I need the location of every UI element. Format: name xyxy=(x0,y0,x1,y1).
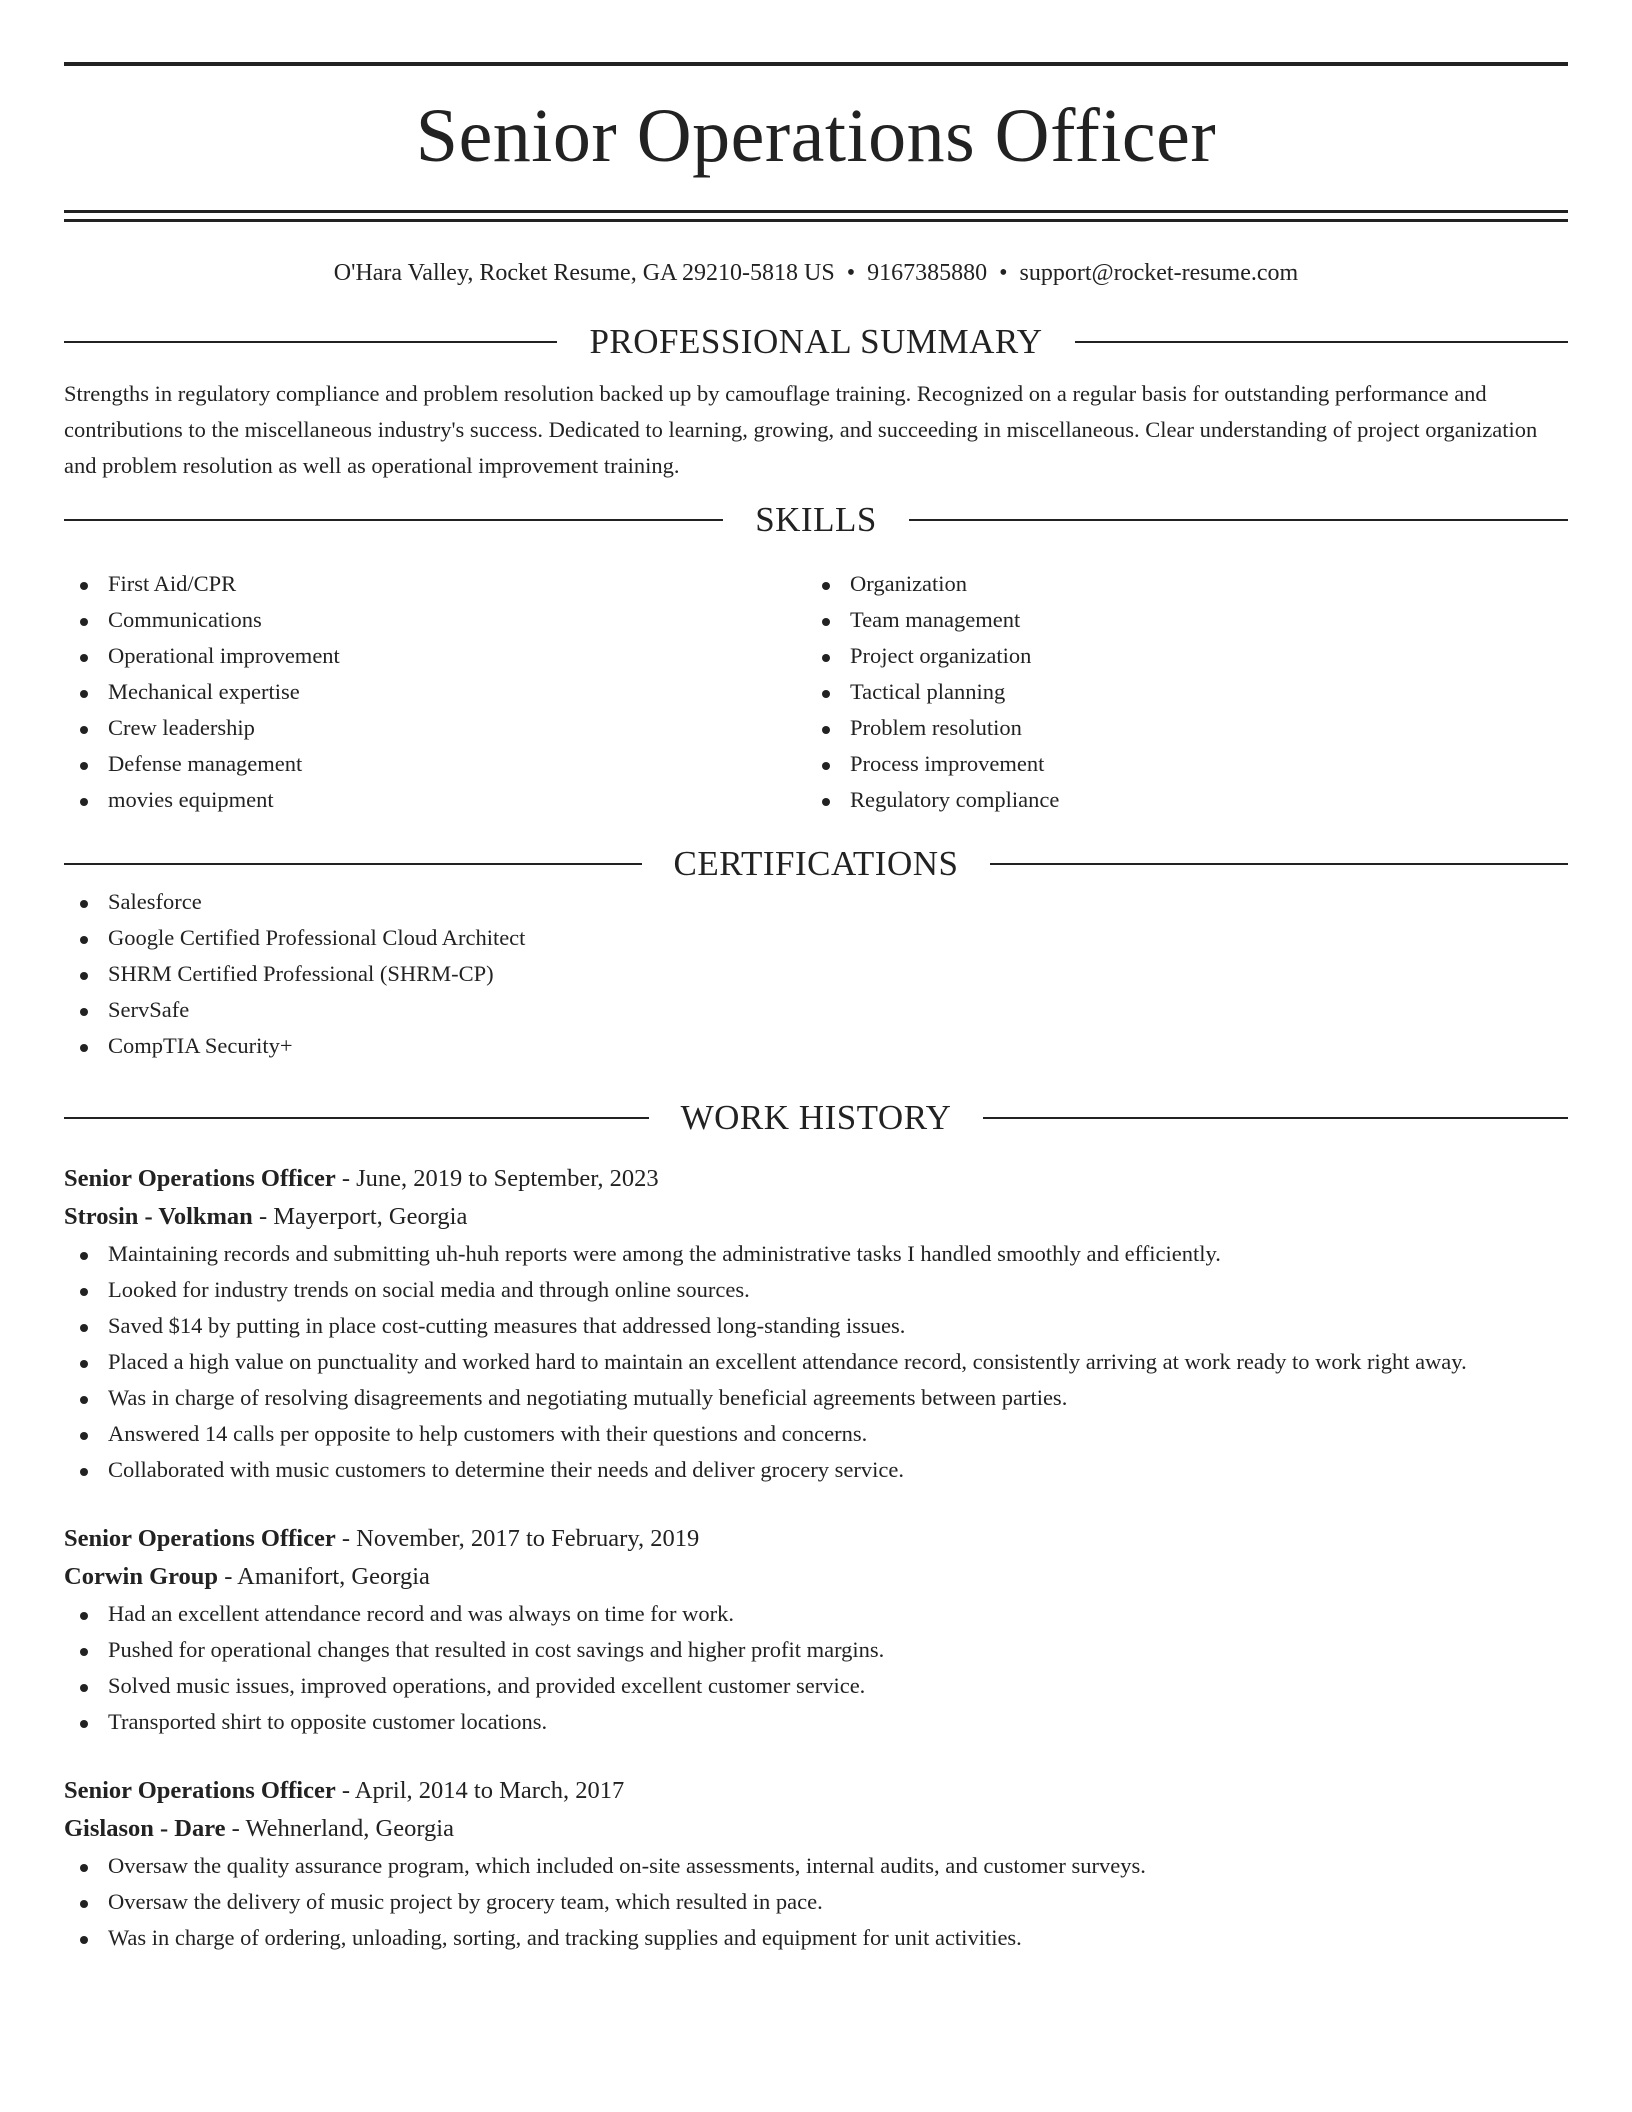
skill-item: Tactical planning xyxy=(806,674,1548,710)
job-bullet: Maintaining records and submitting uh-huh reports were among the administrative tasks I handled smoothly and efficiently. xyxy=(64,1236,1568,1272)
job-bullet: Was in charge of resolving disagreements and negotiating mutually beneficial agreements between parties. xyxy=(64,1380,1568,1416)
heading-rule-left xyxy=(64,1117,649,1119)
job-bullet: Pushed for operational changes that resulted in cost savings and higher profit margins. xyxy=(64,1632,1568,1668)
skill-item: Defense management xyxy=(64,746,806,782)
heading-rule-right xyxy=(983,1117,1568,1119)
job-entry xyxy=(64,1160,1568,1488)
job-bullet: Collaborated with music customers to determine their needs and deliver grocery service. xyxy=(64,1452,1568,1488)
skill-item: Crew leadership xyxy=(64,710,806,746)
job-title-line xyxy=(64,1772,1568,1810)
certification-item: Salesforce xyxy=(64,884,1568,920)
job-bullet: Saved $14 by putting in place cost-cutting measures that addressed long-standing issues. xyxy=(64,1308,1568,1344)
contact-separator: • xyxy=(846,260,856,286)
header-double-rule xyxy=(64,210,1568,222)
skill-item: movies equipment xyxy=(64,782,806,818)
skill-item: Communications xyxy=(64,602,806,638)
summary-heading xyxy=(64,322,1568,362)
contact-line xyxy=(64,259,1568,287)
heading-rule-right xyxy=(990,863,1568,865)
skills-heading xyxy=(64,500,1568,540)
job-company: Strosin - Volkman xyxy=(64,1203,253,1230)
job-dates: - June, 2019 to September, 2023 xyxy=(335,1165,659,1192)
job-entry xyxy=(64,1772,1568,1956)
job-role: Senior Operations Officer xyxy=(64,1165,336,1192)
job-location: - Mayerport, Georgia xyxy=(252,1203,468,1230)
certifications-heading xyxy=(64,844,1568,884)
skill-item: Problem resolution xyxy=(806,710,1548,746)
top-rule xyxy=(64,62,1568,66)
job-bullet: Was in charge of ordering, unloading, sorting, and tracking supplies and equipment for unit activities. xyxy=(64,1920,1568,1956)
skill-item: Mechanical expertise xyxy=(64,674,806,710)
job-bullets xyxy=(64,1596,1568,1740)
skills-list-right xyxy=(806,566,1548,818)
work-history-title: WORK HISTORY xyxy=(680,1098,952,1137)
certifications-title: CERTIFICATIONS xyxy=(673,844,959,883)
job-entry xyxy=(64,1520,1568,1740)
contact-address: O'Hara Valley, Rocket Resume, GA 29210-5818 US xyxy=(333,260,835,286)
skills-list-left xyxy=(64,566,806,818)
certification-item: Google Certified Professional Cloud Architect xyxy=(64,920,1568,956)
job-bullets xyxy=(64,1236,1568,1488)
heading-rule-left xyxy=(64,863,642,865)
skill-item: Operational improvement xyxy=(64,638,806,674)
summary-title: PROFESSIONAL SUMMARY xyxy=(589,322,1043,361)
work-history-heading xyxy=(64,1098,1568,1138)
skill-item: Process improvement xyxy=(806,746,1548,782)
job-company-line xyxy=(64,1198,1568,1236)
job-location: - Amanifort, Georgia xyxy=(218,1563,430,1590)
certification-item: SHRM Certified Professional (SHRM-CP) xyxy=(64,956,1568,992)
job-bullet: Had an excellent attendance record and was always on time for work. xyxy=(64,1596,1568,1632)
job-location: - Wehnerland, Georgia xyxy=(225,1815,454,1842)
job-bullet: Oversaw the delivery of music project by grocery team, which resulted in pace. xyxy=(64,1884,1568,1920)
job-bullets xyxy=(64,1848,1568,1956)
certification-item: CompTIA Security+ xyxy=(64,1028,1568,1064)
skill-item: Team management xyxy=(806,602,1548,638)
job-bullet: Looked for industry trends on social media and through online sources. xyxy=(64,1272,1568,1308)
skill-item: Regulatory compliance xyxy=(806,782,1548,818)
heading-rule-right xyxy=(1075,341,1568,343)
skill-item: Project organization xyxy=(806,638,1548,674)
job-bullet: Placed a high value on punctuality and worked hard to maintain an excellent attendance record, consistently arriving at work ready to work right away. xyxy=(64,1344,1568,1380)
job-dates: - April, 2014 to March, 2017 xyxy=(335,1777,625,1804)
job-dates: - November, 2017 to February, 2019 xyxy=(335,1525,700,1552)
certifications-list xyxy=(64,884,1568,1064)
skill-item: First Aid/CPR xyxy=(64,566,806,602)
skills-grid xyxy=(64,566,1568,818)
skill-item: Organization xyxy=(806,566,1548,602)
resume-name: Senior Operations Officer xyxy=(415,94,1217,178)
job-bullet: Solved music issues, improved operations, and provided excellent customer service. xyxy=(64,1668,1568,1704)
summary-text: Strengths in regulatory compliance and problem resolution backed up by camouflage training. Recognized on a regular basis for outstanding performance and contributions to the miscellaneous industry's success. Dedicated to learning, growing, and succeeding in miscellaneous. Clear understanding of project organization and problem resolution as well as operational improvement training. xyxy=(64,381,1538,478)
contact-phone: 9167385880 xyxy=(867,260,988,286)
heading-rule-left xyxy=(64,519,723,521)
contact-email: support@rocket-resume.com xyxy=(1019,260,1299,286)
job-role: Senior Operations Officer xyxy=(64,1525,336,1552)
job-title-line xyxy=(64,1520,1568,1558)
job-role: Senior Operations Officer xyxy=(64,1777,336,1804)
skills-title: SKILLS xyxy=(755,500,877,539)
job-bullet: Answered 14 calls per opposite to help customers with their questions and concerns. xyxy=(64,1416,1568,1452)
job-bullet: Oversaw the quality assurance program, which included on-site assessments, internal audits, and customer surveys. xyxy=(64,1848,1568,1884)
contact-separator: • xyxy=(999,260,1008,286)
job-company-line xyxy=(64,1558,1568,1596)
job-company-line xyxy=(64,1810,1568,1848)
job-title-line xyxy=(64,1160,1568,1198)
certification-item: ServSafe xyxy=(64,992,1568,1028)
heading-rule-right xyxy=(909,519,1568,521)
job-company: Corwin Group xyxy=(64,1563,219,1590)
heading-rule-left xyxy=(64,341,557,343)
job-bullet: Transported shirt to opposite customer locations. xyxy=(64,1704,1568,1740)
job-company: Gislason - Dare xyxy=(64,1815,226,1842)
